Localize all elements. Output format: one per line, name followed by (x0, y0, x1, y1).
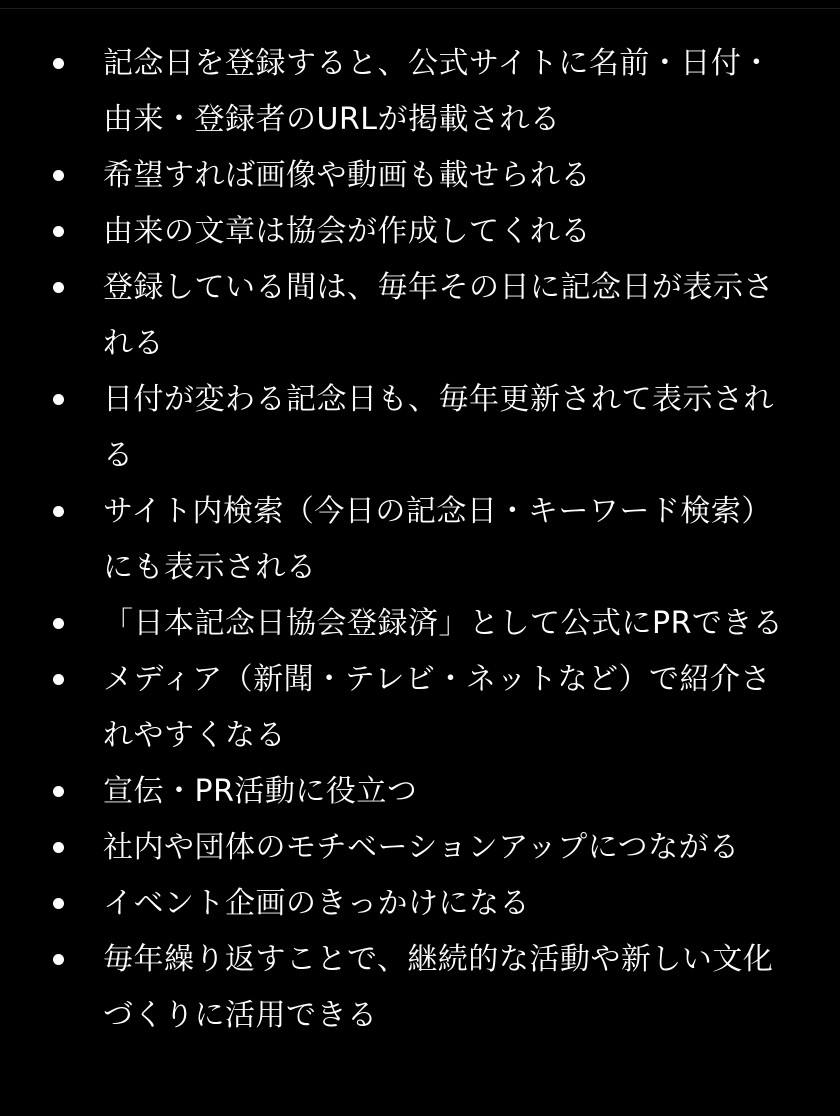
list-item (0, 372, 840, 484)
bullet-icon (53, 394, 64, 405)
top-divider (0, 8, 840, 9)
list-item-text: 日付が変わる記念日も、毎年更新されて表示される (103, 382, 774, 473)
list-item-text: サイト内検索（今日の記念日・キーワード検索）にも表示される (103, 494, 772, 585)
bullet-icon (53, 58, 64, 69)
bullet-icon (53, 954, 64, 965)
list-item (0, 876, 840, 932)
bullet-icon (53, 674, 64, 685)
list-item-text: 記念日を登録すると、公式サイトに名前・日付・由来・登録者のURLが掲載される (103, 46, 772, 137)
list-item (0, 36, 840, 148)
list-item-text: 登録している間は、毎年その日に記念日が表示される (103, 270, 774, 361)
list-item (0, 764, 840, 820)
bullet-icon (53, 506, 64, 517)
list-item (0, 484, 840, 596)
bullet-icon (53, 898, 64, 909)
list-item (0, 652, 840, 764)
list-item (0, 596, 840, 652)
bullet-icon (53, 226, 64, 237)
list-item (0, 148, 840, 204)
list-item-text: イベント企画のきっかけになる (103, 886, 530, 921)
list-item (0, 820, 840, 876)
bullet-icon (53, 282, 64, 293)
bullet-icon (53, 786, 64, 797)
benefit-list (0, 36, 840, 1044)
list-item-text: 毎年繰り返すことで、継続的な活動や新しい文化づくりに活用できる (103, 942, 774, 1033)
list-item (0, 932, 840, 1044)
list-item-text: 由来の文章は協会が作成してくれる (103, 214, 591, 249)
list-item-text: 「日本記念日協会登録済」として公式にPRできる (103, 606, 784, 641)
list-item-text: メディア（新聞・テレビ・ネットなど）で紹介されやすくなる (103, 662, 771, 753)
list-item-text: 社内や団体のモチベーションアップにつながる (103, 830, 740, 865)
list-item (0, 204, 840, 260)
bullet-icon (53, 170, 64, 181)
bullet-icon (53, 618, 64, 629)
list-item-text: 宣伝・PR活動に役立つ (103, 774, 418, 809)
list-item (0, 260, 840, 372)
list-item-text: 希望すれば画像や動画も載せられる (103, 158, 591, 193)
bullet-icon (53, 842, 64, 853)
